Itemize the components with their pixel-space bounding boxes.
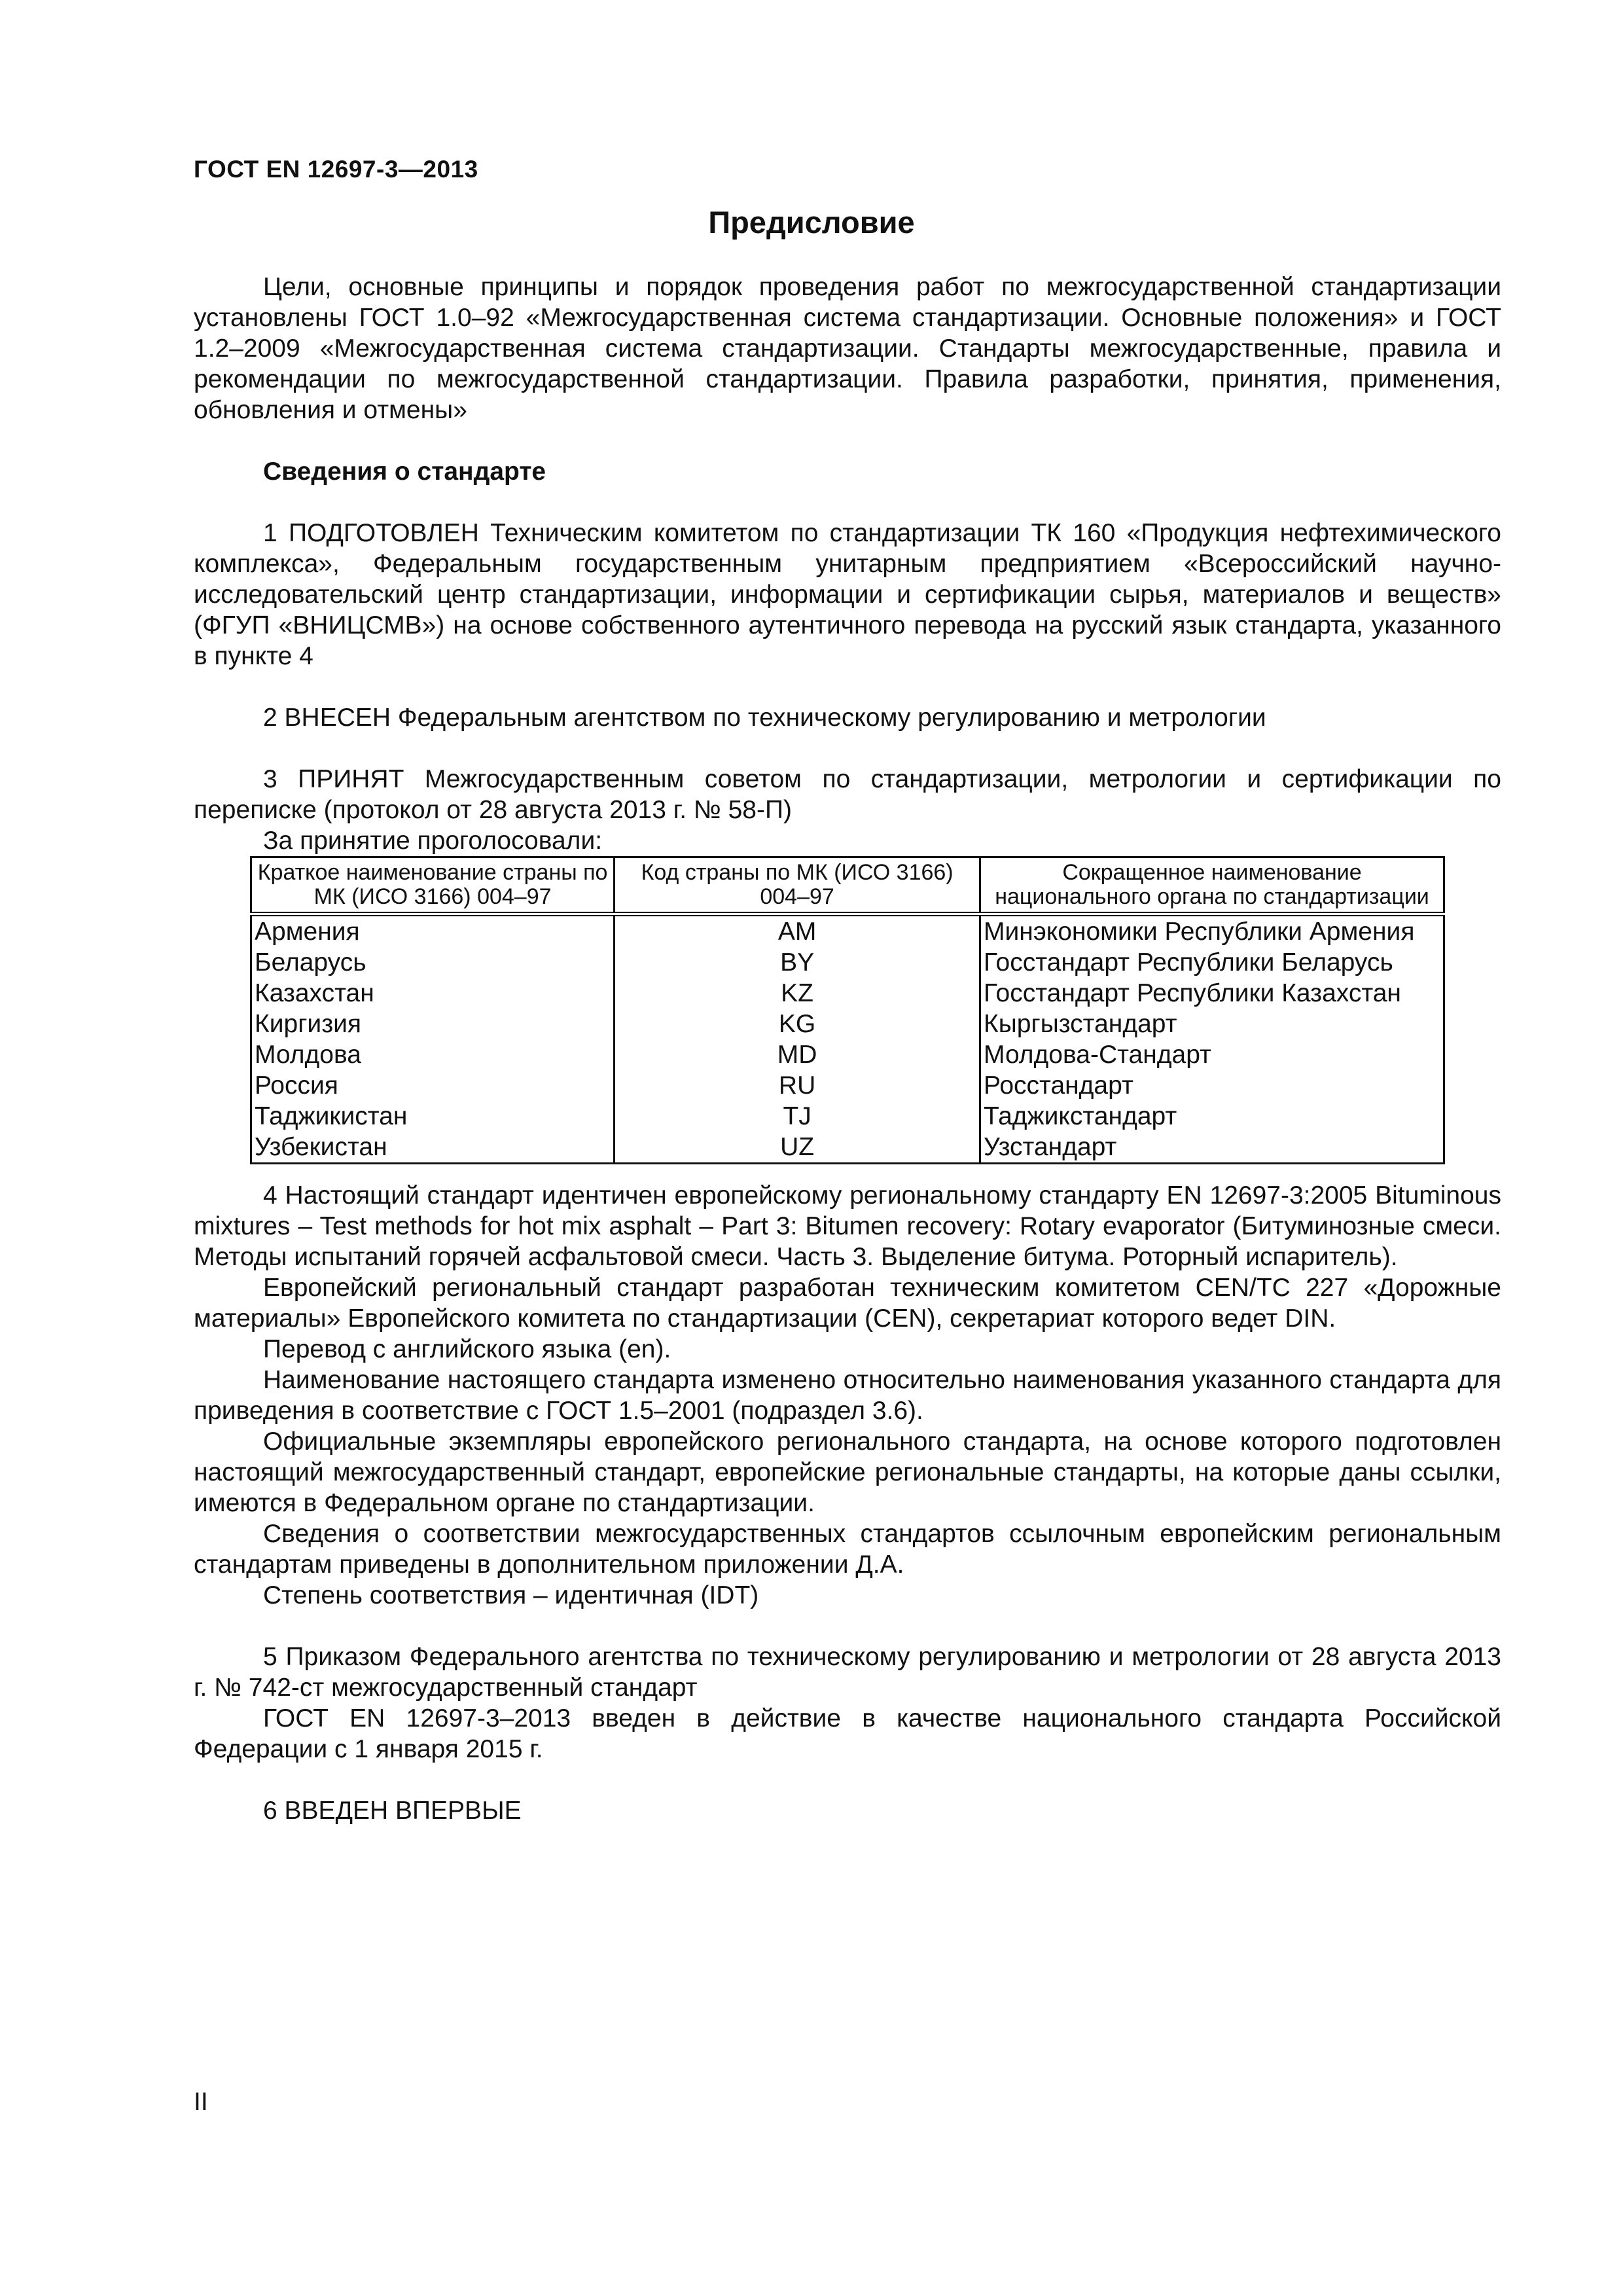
column-header-code: Код страны по МК (ИСО 3166) 004–97 bbox=[615, 857, 980, 914]
item-2-paragraph: 2 ВНЕСЕН Федеральным агентством по техническому регулированию и метрологии bbox=[263, 704, 1266, 732]
code-cell: BY bbox=[615, 947, 980, 978]
vote-label: За принятие проголосовали: bbox=[263, 827, 603, 855]
item-5-paragraph: 5 Приказом Федерального агентства по техническому регулированию и метрологии от 28 августа 2013 г. № 742-ст межгосударственный стандарт bbox=[194, 1643, 1501, 1702]
country-cell: Узбекистан bbox=[251, 1132, 615, 1164]
item-4-degree-paragraph: Степень соответствия – идентичная (IDT) bbox=[263, 1581, 759, 1609]
item-4-correspondence-paragraph: Сведения о соответствии межгосударственных стандартов ссылочным европейским региональным стандартам приведены в дополнительном приложении Д.А. bbox=[194, 1520, 1501, 1579]
code-cell: KZ bbox=[615, 978, 980, 1009]
item-4-title-change-paragraph: Наименование настоящего стандарта изменено относительно наименования указанного стандарта для приведения в соответствие с ГОСТ 1.5–2001 (подраздел 3.6). bbox=[194, 1366, 1501, 1425]
page-title: Предисловие bbox=[708, 205, 915, 240]
body-cell: Кыргызстандарт bbox=[980, 1009, 1444, 1039]
column-header-country: Краткое наименование страны по МК (ИСО 3166) 004–97 bbox=[251, 857, 615, 914]
standard-code-header: ГОСТ EN 12697-3—2013 bbox=[194, 156, 478, 183]
code-cell: AM bbox=[615, 914, 980, 948]
country-cell: Беларусь bbox=[251, 947, 615, 978]
document-body bbox=[194, 272, 1501, 1826]
table-row bbox=[251, 914, 1444, 948]
table-row bbox=[251, 1009, 1444, 1039]
item-4-translation-paragraph: Перевод с английского языка (en). bbox=[263, 1335, 671, 1363]
table-row bbox=[251, 1070, 1444, 1101]
code-cell: RU bbox=[615, 1070, 980, 1101]
country-cell: Армения bbox=[251, 914, 615, 948]
voting-countries-table bbox=[250, 856, 1445, 1164]
item-4-official-copies-paragraph: Официальные экземпляры европейского регионального стандарта, на основе которого подготовлен настоящий межгосударственный стандарт, европейские региональные стандарты, на которые даны ссылки, имеются в Федеральном органе по стандартизации. bbox=[194, 1427, 1501, 1517]
code-cell: UZ bbox=[615, 1132, 980, 1164]
body-cell: Молдова-Стандарт bbox=[980, 1039, 1444, 1070]
code-cell: KG bbox=[615, 1009, 980, 1039]
table-row bbox=[251, 978, 1444, 1009]
table-row bbox=[251, 947, 1444, 978]
page-number: II bbox=[194, 2088, 208, 2116]
table-row bbox=[251, 1132, 1444, 1164]
section-heading: Сведения о стандарте bbox=[263, 457, 546, 486]
table-header-row bbox=[251, 857, 1444, 914]
body-cell: Росстандарт bbox=[980, 1070, 1444, 1101]
body-cell: Таджикстандарт bbox=[980, 1101, 1444, 1132]
table-row bbox=[251, 1101, 1444, 1132]
column-header-body: Сокращенное наименование национального органа по стандартизации bbox=[980, 857, 1444, 914]
country-cell: Таджикистан bbox=[251, 1101, 615, 1132]
body-cell: Госстандарт Республики Беларусь bbox=[980, 947, 1444, 978]
body-cell: Госстандарт Республики Казахстан bbox=[980, 978, 1444, 1009]
country-cell: Казахстан bbox=[251, 978, 615, 1009]
item-3-paragraph: 3 ПРИНЯТ Межгосударственным советом по стандартизации, метрологии и сертификации по переписке (протокол от 28 августа 2013 г. № 58-П) bbox=[194, 765, 1501, 824]
item-1-paragraph: 1 ПОДГОТОВЛЕН Техническим комитетом по стандартизации ТК 160 «Продукция нефтехимического комплекса», Федеральным государственным унитарным предприятием «Всероссийский научно-исследовательский центр стандартизации, информации и сертификации сырья, материалов и веществ» (ФГУП «ВНИЦСМВ») на основе собственного аутентичного перевода на русский язык стандарта, указанного в пункте 4 bbox=[194, 519, 1501, 670]
item-5-effective-paragraph: ГОСТ EN 12697-3–2013 введен в действие в качестве национального стандарта Российской Федерации с 1 января 2015 г. bbox=[194, 1704, 1501, 1763]
body-cell: Узстандарт bbox=[980, 1132, 1444, 1164]
intro-paragraph: Цели, основные принципы и порядок проведения работ по межгосударственной стандартизации установлены ГОСТ 1.0–92 «Межгосударственная система стандартизации. Основные положения» и ГОСТ 1.2–2009 «Межгосударственная система стандартизации. Стандарты межгосударственные, правила и рекомендации по межгосударственной стандартизации. Правила разработки, принятия, применения, обновления и отмены» bbox=[194, 273, 1501, 424]
table-row bbox=[251, 1039, 1444, 1070]
code-cell: TJ bbox=[615, 1101, 980, 1132]
code-cell: MD bbox=[615, 1039, 980, 1070]
country-cell: Киргизия bbox=[251, 1009, 615, 1039]
item-4-committee-paragraph: Европейский региональный стандарт разработан техническим комитетом CEN/TC 227 «Дорожные материалы» Европейского комитета по стандартизации (CEN), секретариат которого ведет DIN. bbox=[194, 1274, 1501, 1333]
body-cell: Минэкономики Республики Армения bbox=[980, 914, 1444, 948]
item-6-paragraph: 6 ВВЕДЕН ВПЕРВЫЕ bbox=[263, 1797, 522, 1825]
item-4-paragraph: 4 Настоящий стандарт идентичен европейскому региональному стандарту EN 12697-3:2005 Bituminous mixtures – Test methods for hot mix asphalt – Part 3: Bitumen recovery: Rotary evaporator (Битуминозные смеси. Методы испытаний горячей асфальтовой смеси. Часть 3. Выделение битума. Роторный испаритель). bbox=[194, 1181, 1501, 1271]
country-cell: Россия bbox=[251, 1070, 615, 1101]
country-cell: Молдова bbox=[251, 1039, 615, 1070]
